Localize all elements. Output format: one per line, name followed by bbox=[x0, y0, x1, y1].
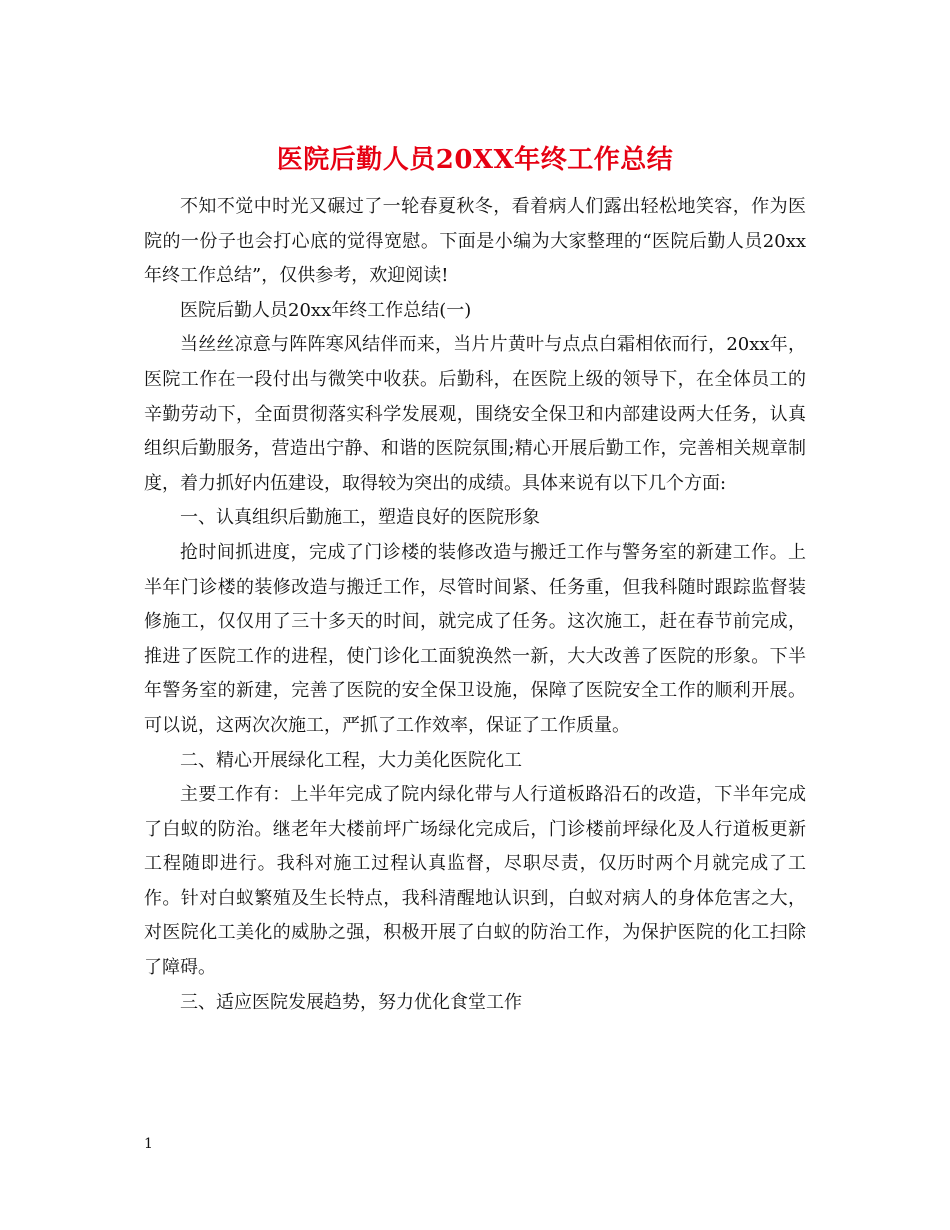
section-heading-3: 三、适应医院发展趋势，努力优化食堂工作 bbox=[180, 991, 522, 1013]
document-title: 医院后勤人员20XX年终工作总结 bbox=[276, 145, 674, 175]
paragraph-section-2: 主要工作有：上半年完成了院内绿化带与人行道板路沿石的改造，下半年完成了白蚁的防治。继老年大楼前坪广场绿化完成后，门诊楼前坪绿化及人行道板更新工程随即进行。我科对施工过程认真监督，尽职尽责，仅历时两个月就完成了工作。针对白蚁繁殖及生长特点，我科清醒地认识到，白蚁对病人的身体危害之大，对医院化工美化的威胁之强，积极开展了白蚁的防治工作，为保护医院的化工扫除了障碍。 bbox=[144, 784, 806, 979]
paragraph-intro: 不知不觉中时光又碾过了一轮春夏秋冬，看着病人们露出轻松地笑容，作为医院的一份子也会打心底的觉得宽慰。下面是小编为大家整理的“医院后勤人员20xx年终工作总结”，仅供参考，欢迎阅读! bbox=[144, 196, 806, 287]
paragraph-overview: 当丝丝凉意与阵阵寒风结伴而来，当片片黄叶与点点白霜相依而行，20xx年，医院工作在一段付出与微笑中收获。后勤科，在医院上级的领导下，在全体员工的辛勤劳动下，全面贯彻落实科学发展观，围绕安全保卫和内部建设两大任务，认真组织后勤服务，营造出宁静、和谐的医院氛围;精心开展后勤工作，完善相关规章制度，着力抓好内伍建设，取得较为突出的成绩。具体来说有以下几个方面: bbox=[144, 334, 806, 494]
page-number: 1 bbox=[144, 1136, 153, 1152]
section-heading-2: 二、精心开展绿化工程，大力美化医院化工 bbox=[180, 749, 522, 771]
paragraph-subtitle: 医院后勤人员20xx年终工作总结(一) bbox=[180, 299, 472, 321]
paragraph-section-1: 抢时间抓进度，完成了门诊楼的装修改造与搬迁工作与警务室的新建工作。上半年门诊楼的装修改造与搬迁工作，尽管时间紧、任务重，但我科随时跟踪监督装修施工，仅仅用了三十多天的时间，就完成了任务。这次施工，赶在春节前完成，推进了医院工作的进程，使门诊化工面貌涣然一新，大大改善了医院的形象。下半年警务室的新建，完善了医院的安全保卫设施，保障了医院安全工作的顺利开展。可以说，这两次次施工，严抓了工作效率，保证了工作质量。 bbox=[144, 541, 806, 736]
section-heading-1: 一、认真组织后勤施工，塑造良好的医院形象 bbox=[180, 507, 540, 529]
document-body bbox=[144, 190, 806, 1020]
